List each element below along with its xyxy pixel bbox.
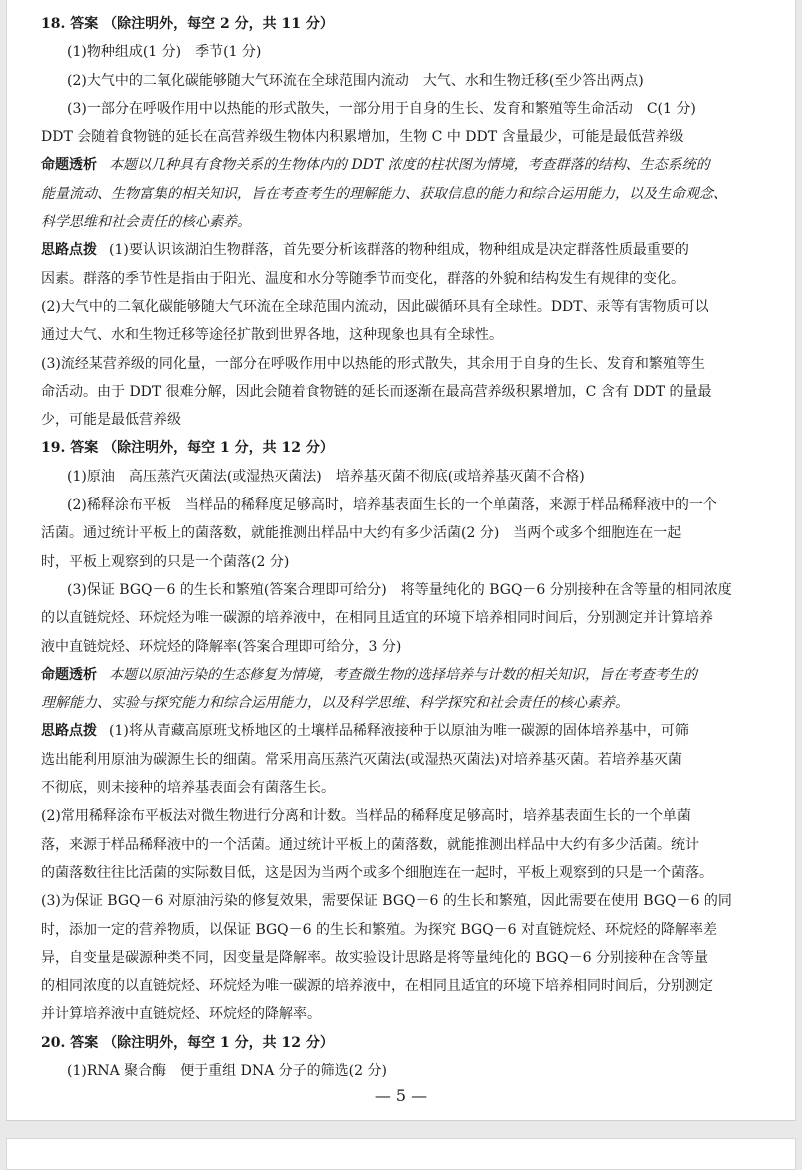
paragraph-line (41, 831, 781, 859)
line-text: 的以直链烷烃、环烷烃为唯一碳源的培养液中，在相同且适宜的环境下培养相同时间后，分别测定并计算培养 (41, 610, 713, 627)
explanation-line (41, 717, 781, 745)
line-text: (2)稀释涂布平板 当样品的稀释度足够高时，培养基表面生长的一个单菌落，来源于样品稀释液中的一个 (67, 497, 717, 514)
next-page-edge (6, 1138, 796, 1170)
paragraph-line (41, 123, 781, 151)
line-text: 通过大气、水和生物迁移等途径扩散到世界各地，这种现象也具有全球性。 (41, 327, 503, 344)
paragraph-line (41, 519, 781, 547)
paragraph-line (41, 604, 781, 632)
line-text: (3)流经某营养级的同化量，一部分在呼吸作用中以热能的形式散失，其余用于自身的生长、发育和繁殖等生 (41, 355, 705, 372)
paragraph-line (41, 916, 781, 944)
line-text: (2)常用稀释涂布平板法对微生物进行分离和计数。当样品的稀释度足够高时，培养基表面生长的一个单菌 (41, 808, 691, 825)
line-text: 因素。群落的季节性是指由于阳光、温度和水分等随季节而变化，群落的外貌和结构发生有规律的变化。 (41, 270, 685, 287)
line-text: 异，自变量是碳源种类不同，因变量是降解率。故实验设计思路是将等量纯化的 BGQ－6 分别接种在含等量 (41, 949, 709, 966)
line-text: (1)原油 高压蒸汽灭菌法(或湿热灭菌法) 培养基灭菌不彻底(或培养基灭菌不合格) (67, 468, 585, 485)
line-text: 理解能力、实验与探究能力和综合运用能力，以及科学思维、科学探究和社会责任的核心素养。 (41, 695, 629, 712)
answer-line (41, 1057, 781, 1085)
answer-line (41, 67, 781, 95)
answer-line (41, 463, 781, 491)
line-text: (2)大气中的二氧化碳能够随大气环流在全球范围内流动，因此碳循环具有全球性。DDT、汞等有害物质可以 (41, 298, 709, 315)
paragraph-line (41, 293, 781, 321)
hint-label: 思路点拨 (41, 242, 97, 259)
line-text: 时，平板上观察到的只是一个菌落(2 分) (41, 553, 290, 570)
line-text: 的菌落数往往比活菌的实际数目低，这是因为当两个或多个细胞连在一起时，平板上观察到的只是一个菌落。 (41, 864, 713, 881)
question-header (41, 434, 781, 462)
paragraph-line (41, 802, 781, 830)
analysis-label: 命题透析 (41, 666, 97, 683)
line-text: 本题以几种具有食物关系的生物体内的 DDT 浓度的柱状图为情境，考查群落的结构、生态系统的 (109, 157, 710, 174)
paragraph-line (41, 633, 781, 661)
line-text: 时，添加一定的营养物质，以保证 BGQ－6 的生长和繁殖。为探究 BGQ－6 对直链烷烃、环烷烃的降解率差 (41, 921, 718, 938)
line-text: (3)一部分在呼吸作用中以热能的形式散失，一部分用于自身的生长、发育和繁殖等生命活动 C(1 分) (67, 100, 696, 117)
paragraph-line (41, 378, 781, 406)
question-header (41, 10, 781, 38)
paragraph-line (41, 350, 781, 378)
line-text: 活菌。通过统计平板上的菌落数，就能推测出样品中大约有多少活菌(2 分) 当两个或多个细胞连在一起 (41, 525, 682, 542)
line-text: (3)保证 BGQ－6 的生长和繁殖(答案合理即可给分) 将等量纯化的 BGQ－6 分别接种在含等量的相同浓度 (67, 581, 732, 598)
line-text: (1)将从青藏高原班戈桥地区的土壤样品稀释液接种于以原油为唯一碳源的固体培养基中，可筛 (109, 723, 689, 740)
answer-line (41, 491, 781, 519)
paragraph-line (41, 321, 781, 349)
line-text: (2)大气中的二氧化碳能够随大气环流在全球范围内流动 大气、水和生物迁移(至少答出两点) (67, 72, 644, 89)
line-text: 不彻底，则未接种的培养基表面会有菌落生长。 (41, 780, 335, 797)
paragraph-line (41, 265, 781, 293)
explanation-line (41, 236, 781, 264)
line-text: 科学思维和社会责任的核心素养。 (41, 214, 251, 231)
line-text: (3)为保证 BGQ－6 对原油污染的修复效果，需要保证 BGQ－6 的生长和繁殖，因此需要在使用 BGQ－6 的同 (41, 893, 732, 910)
hint-label: 思路点拨 (41, 723, 97, 740)
line-text: 能量流动、生物富集的相关知识，旨在考查考生的理解能力、获取信息的能力和综合运用能力，以及生命观念、 (41, 185, 727, 202)
line-text: (1)物种组成(1 分) 季节(1 分) (67, 44, 262, 61)
analysis-line (41, 208, 781, 236)
answer-text (41, 10, 781, 1085)
line-text: 的相同浓度的以直链烷烃、环烷烃为唯一碳源的培养液中，在相同且适宜的环境下培养相同时间后，分别测定 (41, 978, 713, 995)
analysis-label: 命题透析 (41, 157, 97, 174)
paragraph-line (41, 406, 781, 434)
question-header (41, 1029, 781, 1057)
paragraph-line (41, 972, 781, 1000)
line-text: 并计算培养液中直链烷烃、环烷烃的降解率。 (41, 1006, 321, 1023)
analysis-line (41, 661, 781, 689)
line-text: DDT 会随着食物链的延长在高营养级生物体内积累增加，生物 C 中 DDT 含量最少，可能是最低营养级 (41, 129, 684, 146)
line-text: 20. 答案 （除注明外，每空 1 分，共 12 分） (41, 1034, 334, 1051)
paragraph-line (41, 887, 781, 915)
paragraph-line (41, 746, 781, 774)
line-text: (1)要认识该湖泊生物群落，首先要分析该群落的物种组成，物种组成是决定群落性质最重要的 (109, 242, 689, 259)
analysis-line (41, 689, 781, 717)
page-number: — 5 — (374, 1086, 428, 1105)
paragraph-line (41, 944, 781, 972)
line-text: 选出能利用原油为碳源生长的细菌。常采用高压蒸汽灭菌法(或湿热灭菌法)对培养基灭菌。若培养基灭菌 (41, 751, 682, 768)
analysis-line (41, 151, 781, 179)
paragraph-line (41, 774, 781, 802)
line-text: (1)RNA 聚合酶 便于重组 DNA 分子的筛选(2 分) (67, 1062, 387, 1079)
line-text: 落，来源于样品稀释液中的一个活菌。通过统计平板上的菌落数，就能推测出样品中大约有多少活菌。统计 (41, 836, 699, 853)
line-text: 命活动。由于 DDT 很难分解，因此会随着食物链的延长而逐渐在最高营养级积累增加，C 含有 DDT 的量最 (41, 383, 712, 400)
paragraph-line (41, 859, 781, 887)
analysis-line (41, 180, 781, 208)
answer-line (41, 95, 781, 123)
line-text: 液中直链烷烃、环烷烃的降解率(答案合理即可给分，3 分) (41, 638, 402, 655)
answer-line (41, 38, 781, 66)
line-text: 18. 答案 （除注明外，每空 2 分，共 11 分） (41, 16, 334, 32)
line-text: 19. 答案 （除注明外，每空 1 分，共 12 分） (41, 440, 334, 457)
line-text: 少，可能是最低营养级 (41, 412, 181, 429)
line-text: 本题以原油污染的生态修复为情境，考查微生物的选择培养与计数的相关知识，旨在考查考生的 (109, 666, 697, 683)
answer-page (6, 0, 796, 1121)
answer-line (41, 576, 781, 604)
paragraph-line (41, 548, 781, 576)
paragraph-line (41, 1000, 781, 1028)
